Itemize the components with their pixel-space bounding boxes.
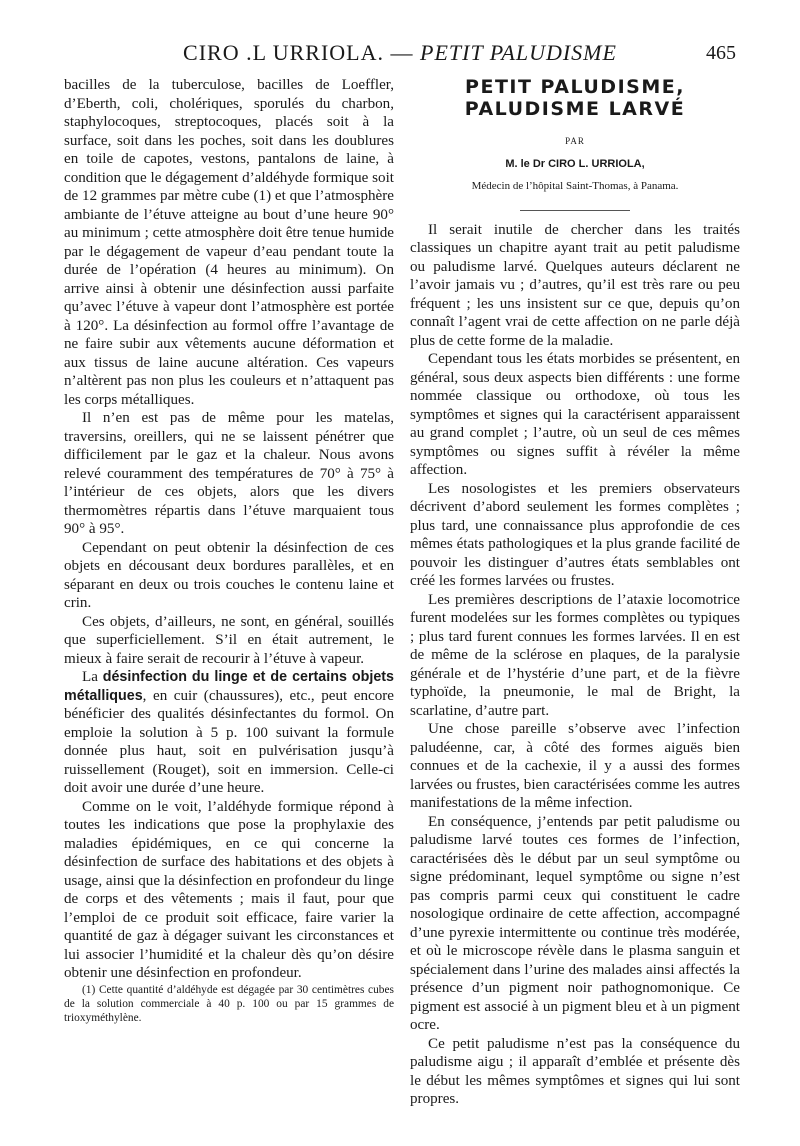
- right-paragraph-1: Il serait inutile de chercher dans les traités classiques un chapitre ayant trait au petit paludisme ou paludisme larvé. Quelques auteurs déclarent ne l’avoir jamais vu ; d’autres, qu’il est très rare ou peu fréquent ; les uns insistent sur ce que, depuis qu’on connaît l’agent vrai de cette affection on ne parle déjà plus de cette forme de la maladie.: [410, 221, 740, 349]
- left-paragraph-1: bacilles de la tuberculose, bacilles de Loeffler, d’Eberth, coli, cholériques, sporulés du charbon, staphylocoques, streptocoques, placés soit à la surface, soit dans les poches, soit dans les doublures en toile de capotes, vestons, pantalons de laine, à condition que le dégagement d’aldéhyde formique soit de 12 grammes par mètre cube (1) et que l’atmosphère ambiante de l’étuve atteigne au bout d’une heure 90° au minimum ; cette atmosphère doit être tenue humide par le dégagement de vapeur d’eau pendant toute la durée de l’opération (4 heures au minimum). On arrive ainsi à obtenir une désinfection aussi parfaite qu’avec l’étuve à vapeur dont l’atmosphère est portée à 120°. La désinfection au formol offre l’avantage de ne faire subir aux vêtements aucune déformation et aux tissus de laine aucune altération. Ces vapeurs n’altèrent pas non plus les couleurs et n’attaquent pas les corps métalliques.: [64, 77, 394, 408]
- right-paragraph-3: Les nosologistes et les premiers observateurs décrivent d’abord seulement les formes complètes ; plus tard, une connaissance plus approfondie de ces mêmes états pathologiques et la plus grande facilité de pouvoir les distinguer d’autres états semblables ont créé les formes larvées ou frustes.: [410, 480, 740, 589]
- article-title: [410, 76, 740, 120]
- running-head: [64, 40, 736, 66]
- running-author: CIRO .L URRIOLA. —: [183, 40, 414, 65]
- left-paragraph-5: [64, 668, 394, 798]
- right-paragraph-2: Cependant tous les états morbides se présentent, en général, sous deux aspects bien différents : une forme nommée classique ou orthodoxe, où tous les symptômes et signes qui la caractérisent apparaissent au grand complet ; l’autre, où un seul de ces mêmes symptômes ou signes suffit à révéler la même affection.: [410, 351, 740, 478]
- right-paragraph-6: En conséquence, j’entends par petit paludisme ou paludisme larvé toutes ces formes de l’infection, caractérisées dès le début par un seul symptôme ou signe prédominant, lequel symptôme ou signe n’est pas compris parmi ceux qui constituent le cadre nosologique ordinaire de cette affection, accompagné d’une pyrexie intermittente ou continue très modérée, et où le microscope révèle dans le plasma sanguin et spécialement dans l’urine des malades ainsi affectés la présence d’un pigment noir pathognomonique. Ce pigment est associé à un pigment bleu et à un pigment ocre.: [410, 813, 740, 1033]
- left-paragraph-2: Il n’en est pas de même pour les matelas, traversins, oreillers, qui ne se laissent pénétrer que difficilement par le gaz et la chaleur. Nous avons relevé couramment des températures de 70° à 75° à l’intérieur de ces objets, alors que les divers thermomètres répartis dans l’étuve marquaient tous 90° à 95°.: [64, 410, 394, 537]
- p5-bold-heading: désinfection du linge et de certains objets métalliques: [64, 669, 394, 704]
- right-paragraph-4: Les premières descriptions de l’ataxie locomotrice furent modelées sur les formes complètes ou typiques ; plus tard furent connues les formes larvées. Il en est de même de la sclérose en plaques, de la paralysie générale et de l’hystérie d’une part, et de la fièvre typhoïde, la pneumonie, le mal de Bright, la scarlatine, d’autre part.: [410, 591, 740, 719]
- byline-author: M. le Dr CIRO L. URRIOLA,: [505, 157, 645, 170]
- right-paragraph-5: Une chose pareille s’observe avec l’infection paludéenne, car, à côté des formes aiguës bien connues et de la cachexie, il y a aussi des formes larvées ou frustes, bien caractérisées comme les autres manifestations de la même infection.: [410, 721, 740, 811]
- running-title: PETIT PALUDISME: [420, 40, 617, 65]
- byline-par: PAR: [565, 136, 585, 146]
- article-title-line-1: PETIT PALUDISME,: [465, 76, 685, 98]
- byline-affiliation: Médecin de l’hôpital Saint-Thomas, à Panama.: [471, 180, 679, 192]
- left-paragraph-6: Comme on le voit, l’aldéhyde formique répond à toutes les indications que pose la prophylaxie des maladies épidémiques, en ce qui concerne la désinfection de surface des habitations et des objets à usage, ainsi que la désinfection en profondeur du linge de corps et des vêtements ; mais il faut, pour que l’emploi de ce produit soit efficace, faire varier la quantité de gaz à dégager suivant les circonstances et lui associer l’humidité et la chaleur dès qu’on désire obtenir une désinfection en profondeur.: [64, 798, 394, 981]
- page-header: [64, 40, 736, 68]
- footnote: (1) Cette quantité d’aldéhyde est dégagée par 30 centimètres cubes de la solution commerciale à 40 p. 100 ou par 15 grammes de trioxyméthylène.: [64, 983, 394, 1024]
- p5-lead: La: [82, 669, 98, 685]
- right-column: [410, 76, 740, 1109]
- title-divider: [520, 210, 630, 211]
- left-paragraph-3: Cependant on peut obtenir la désinfection de ces objets en décousant deux bordures parallèles, et en séparant en deux ou trois couches le contenu laine et crin.: [64, 539, 394, 611]
- p5-rest: , en cuir (chaussures), etc., peut encore bénéficier des qualités désinfectantes du formol. On emploie la solution à 5 p. 100 suivant la formule donnée plus haut, soit en pulvérisation jusqu’à ruissellement (Rouget), soit en immersion. Celle-ci doit avoir une durée d’une heure.: [64, 687, 394, 796]
- page-number: 465: [706, 42, 736, 64]
- right-paragraph-7: Ce petit paludisme n’est pas la conséquence du paludisme aigu ; il apparaît d’emblée et présente dès le début les mêmes symptômes et signes qui lui sont propres.: [410, 1035, 740, 1107]
- left-paragraph-4: Ces objets, d’ailleurs, ne sont, en général, souillés que superficiellement. S’il en était autrement, le mieux à faire serait de recourir à l’étuve à vapeur.: [64, 613, 394, 667]
- article-title-line-2: PALUDISME LARVÉ: [464, 98, 686, 120]
- left-column: [64, 76, 394, 1025]
